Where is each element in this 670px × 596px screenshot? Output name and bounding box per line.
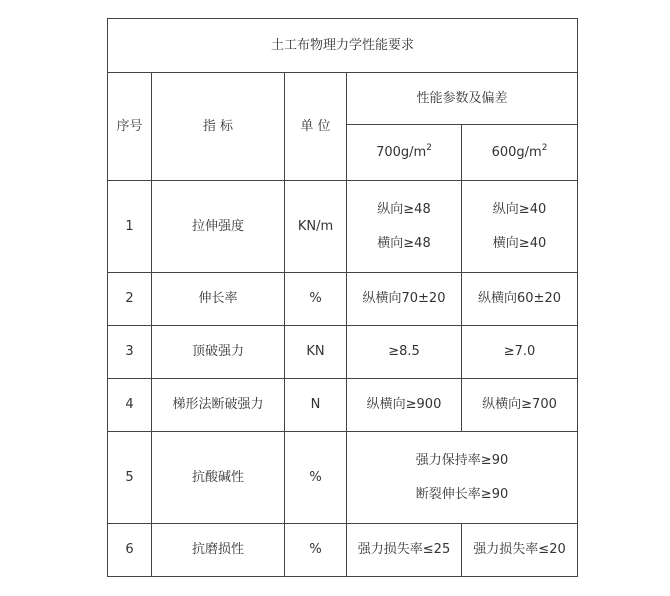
row-unit: %	[285, 524, 347, 577]
value-line: 强力保持率≥90	[415, 452, 509, 468]
value-line: 纵向≥48	[377, 201, 431, 217]
row-indicator: 伸长率	[152, 273, 285, 326]
title-row	[108, 19, 578, 73]
value-line: 纵向≥40	[492, 201, 547, 217]
header-spec-600: $600g/m^2$	[462, 125, 578, 181]
row-number: 2	[108, 273, 152, 326]
row-unit: %	[285, 273, 347, 326]
table-title: 土工布物理力学性能要求	[108, 19, 578, 73]
row-indicator: 拉伸强度	[152, 181, 285, 273]
row-number: 3	[108, 326, 152, 379]
value-line: 横向≥40	[492, 235, 547, 251]
value-line: 横向≥48	[377, 235, 431, 251]
row-value-700: 纵横向≥900	[347, 379, 462, 432]
row-value-600: ≥7.0	[462, 326, 578, 379]
header-spec-700: $700g/m^2$	[347, 125, 462, 181]
row-unit: KN	[285, 326, 347, 379]
row-value-700: 强力损失率≤25	[347, 524, 462, 577]
row-value-600: 纵横向60±20	[462, 273, 578, 326]
header-indicator: 指 标	[152, 73, 285, 181]
row-indicator: 抗磨损性	[152, 524, 285, 577]
table-row	[108, 326, 578, 379]
row-number: 5	[108, 432, 152, 524]
row-value-700: ≥8.5	[347, 326, 462, 379]
row-value-merged	[347, 432, 578, 524]
row-value-600	[462, 181, 578, 273]
header-performance: 性能参数及偏差	[347, 73, 578, 125]
table-row	[108, 379, 578, 432]
row-number: 1	[108, 181, 152, 273]
value-line: 断裂伸长率≥90	[415, 486, 509, 502]
row-unit: KN/m	[285, 181, 347, 273]
table-row	[108, 524, 578, 577]
row-unit: N	[285, 379, 347, 432]
row-indicator: 抗酸碱性	[152, 432, 285, 524]
row-value-700	[347, 181, 462, 273]
row-unit: %	[285, 432, 347, 524]
table-row	[108, 273, 578, 326]
row-number: 4	[108, 379, 152, 432]
properties-table	[107, 18, 578, 577]
table-row	[108, 181, 578, 273]
row-number: 6	[108, 524, 152, 577]
row-indicator: 梯形法断破强力	[152, 379, 285, 432]
header-row	[108, 73, 578, 125]
row-value-600: 强力损失率≤20	[462, 524, 578, 577]
header-seq: 序号	[108, 73, 152, 181]
table-row	[108, 432, 578, 524]
row-value-600: 纵横向≥700	[462, 379, 578, 432]
row-value-700: 纵横向70±20	[347, 273, 462, 326]
header-unit: 单 位	[285, 73, 347, 181]
row-indicator: 顶破强力	[152, 326, 285, 379]
